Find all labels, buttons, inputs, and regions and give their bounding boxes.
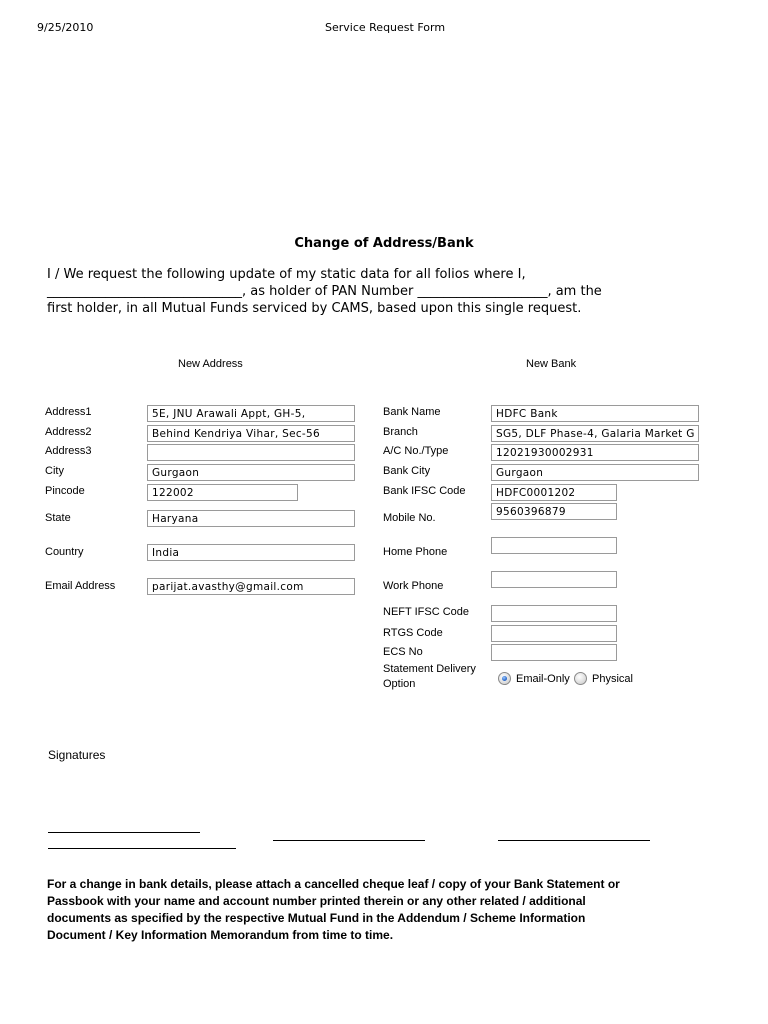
- form-title: Change of Address/Bank: [294, 236, 474, 251]
- address3-label: Address3: [45, 445, 92, 457]
- note-line-2: Passbook with your name and account number printed therein or any other related / additional: [47, 894, 586, 908]
- physical-radio[interactable]: [574, 672, 587, 685]
- new-address-heading: New Address: [178, 358, 243, 370]
- intro-line-3: first holder, in all Mutual Funds serviced by CAMS, based upon this single request.: [47, 301, 582, 316]
- mobile-label: Mobile No.: [383, 512, 436, 524]
- account-number-label: A/C No./Type: [383, 445, 449, 457]
- email-only-label: Email-Only: [516, 673, 570, 685]
- note-line-1: For a change in bank details, please attach a cancelled cheque leaf / copy of your Bank Statement or: [47, 877, 620, 891]
- country-field[interactable]: India: [147, 544, 355, 561]
- account-number-field[interactable]: 12021930002931: [491, 444, 699, 461]
- delivery-option-label-line1: Statement Delivery: [383, 663, 476, 675]
- signature-line-1b: [48, 848, 236, 849]
- delivery-option-label-line2: Option: [383, 678, 416, 690]
- city-label: City: [45, 465, 64, 477]
- bank-city-label: Bank City: [383, 465, 431, 477]
- bank-ifsc-label: Bank IFSC Code: [383, 485, 466, 497]
- mobile-field[interactable]: 9560396879: [491, 503, 617, 520]
- state-label: State: [45, 512, 71, 524]
- bank-ifsc-field[interactable]: HDFC0001202: [491, 484, 617, 501]
- intro-line-2: ______________________________, as holder of PAN Number ____________________, am the: [47, 284, 602, 299]
- note-line-4: Document / Key Information Memorandum from time to time.: [47, 928, 394, 942]
- home-phone-label: Home Phone: [383, 546, 448, 558]
- work-phone-label: Work Phone: [383, 580, 444, 592]
- work-phone-field[interactable]: [491, 571, 617, 588]
- neft-ifsc-field[interactable]: [491, 605, 617, 622]
- note-line-3: documents as specified by the respective Mutual Fund in the Addendum / Scheme Information: [47, 911, 586, 925]
- home-phone-field[interactable]: [491, 537, 617, 554]
- intro-line-1: I / We request the following update of my static data for all folios where I,: [47, 267, 526, 282]
- physical-label: Physical: [592, 673, 633, 685]
- signatures-label: Signatures: [48, 748, 106, 762]
- signature-line-3: [498, 840, 650, 841]
- rtgs-code-label: RTGS Code: [383, 627, 443, 639]
- intro-paragraph: [47, 266, 707, 317]
- branch-field[interactable]: SG5, DLF Phase-4, Galaria Market G: [491, 425, 699, 442]
- address3-field[interactable]: [147, 444, 355, 461]
- state-field[interactable]: Haryana: [147, 510, 355, 527]
- ecs-no-field[interactable]: [491, 644, 617, 661]
- bank-name-field[interactable]: HDFC Bank: [491, 405, 699, 422]
- address2-field[interactable]: Behind Kendriya Vihar, Sec-56: [147, 425, 355, 442]
- new-bank-heading: New Bank: [526, 358, 577, 370]
- neft-ifsc-label: NEFT IFSC Code: [383, 606, 469, 618]
- ecs-no-label: ECS No: [383, 646, 423, 658]
- bank-city-field[interactable]: Gurgaon: [491, 464, 699, 481]
- address1-field[interactable]: 5E, JNU Arawali Appt, GH-5,: [147, 405, 355, 422]
- country-label: Country: [45, 546, 84, 558]
- address2-label: Address2: [45, 426, 92, 438]
- print-date: 9/25/2010: [37, 21, 94, 34]
- bank-name-label: Bank Name: [383, 406, 441, 418]
- pincode-label: Pincode: [45, 485, 85, 497]
- email-label: Email Address: [45, 580, 116, 592]
- signature-line-2: [273, 840, 425, 841]
- email-only-radio[interactable]: [498, 672, 511, 685]
- page-header-title: Service Request Form: [325, 21, 446, 34]
- pincode-field[interactable]: 122002: [147, 484, 298, 501]
- city-field[interactable]: Gurgaon: [147, 464, 355, 481]
- email-field[interactable]: parijat.avasthy@gmail.com: [147, 578, 355, 595]
- address1-label: Address1: [45, 406, 92, 418]
- signature-line-1: [48, 832, 200, 833]
- rtgs-code-field[interactable]: [491, 625, 617, 642]
- bank-change-note: [47, 876, 727, 944]
- branch-label: Branch: [383, 426, 418, 438]
